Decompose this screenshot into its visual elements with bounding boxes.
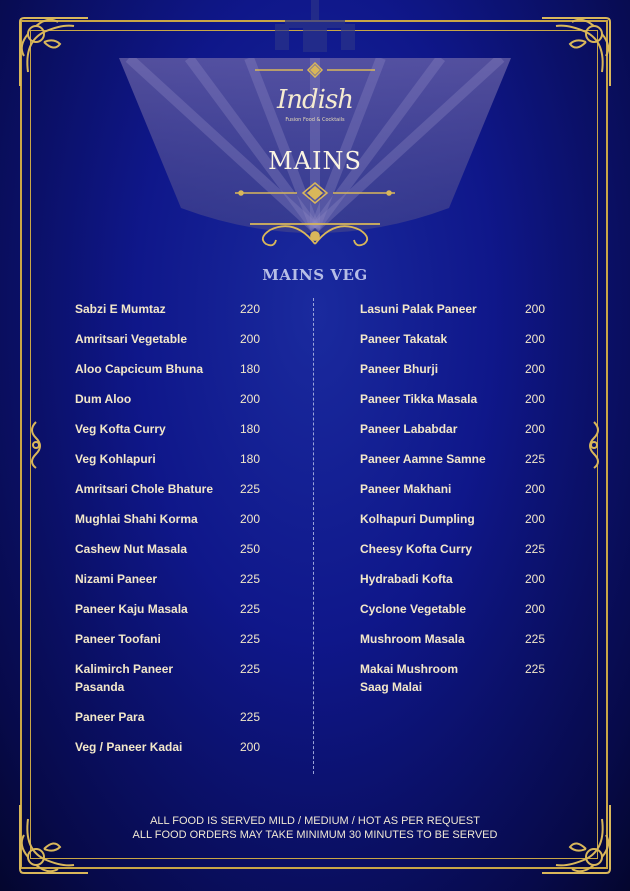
item-price: 200 (525, 482, 546, 496)
footer-line-2: ALL FOOD ORDERS MAY TAKE MINIMUM 30 MINUTES TO BE SERVED (132, 829, 498, 841)
item-price: 180 (240, 452, 261, 466)
item-name: Paneer Lababdar (360, 422, 458, 436)
item-name: Amritsari Chole Bhature (75, 482, 214, 496)
item-name: Dum Aloo (75, 392, 132, 406)
menu-item (75, 630, 275, 660)
item-price: 225 (240, 662, 261, 676)
item-price: 250 (240, 542, 261, 556)
menu-item (360, 300, 560, 330)
item-price: 200 (525, 512, 546, 526)
item-price: 180 (240, 362, 261, 376)
side-scroll-ornament-icon (26, 420, 46, 470)
menu-item (75, 480, 275, 510)
diamond-ornament-icon (255, 62, 375, 78)
menu-item (75, 390, 275, 420)
item-name: Sabzi E Mumtaz (75, 302, 166, 316)
item-name: Kolhapuri Dumpling (360, 512, 475, 526)
menu-item (360, 600, 560, 630)
item-price: 200 (240, 740, 261, 754)
logo-wordmark: Indish (276, 85, 354, 115)
item-name: Veg Kofta Curry (75, 422, 166, 436)
menu-item (360, 510, 560, 540)
item-price: 200 (240, 512, 261, 526)
menu-item (75, 660, 275, 708)
item-price: 200 (525, 332, 546, 346)
item-name: Paneer Aamne Samne (360, 452, 486, 466)
item-price: 225 (240, 572, 261, 586)
item-name: Cheesy Kofta Curry (360, 542, 473, 556)
diamond-ornament-icon (235, 182, 395, 204)
item-name: Veg Kohlapuri (75, 452, 156, 466)
menu-item (360, 660, 560, 708)
menu-item (360, 420, 560, 450)
item-name: Cyclone Vegetable (360, 602, 467, 616)
menu-item (75, 300, 275, 330)
item-name: Mughlai Shahi Korma (75, 512, 198, 526)
footer-notice (0, 814, 630, 842)
item-name: Paneer Takatak (360, 332, 448, 346)
item-price: 225 (525, 542, 546, 556)
menu-item (75, 600, 275, 630)
menu-item (360, 630, 560, 660)
section-heading: MAINS VEG (262, 266, 368, 284)
brand-logo (270, 85, 360, 123)
menu-item (360, 390, 560, 420)
item-price: 200 (525, 572, 546, 586)
item-name: Aloo Capcicum Bhuna (75, 362, 204, 376)
item-name: Kalimirch Paneer Pasanda (75, 662, 174, 694)
column-divider (313, 298, 314, 774)
item-name: Paneer Para (75, 710, 145, 724)
item-name: Paneer Kaju Masala (75, 602, 188, 616)
item-price: 200 (525, 602, 546, 616)
menu-item (75, 330, 275, 360)
menu-item (75, 510, 275, 540)
item-price: 225 (525, 632, 546, 646)
item-name: Hydrabadi Kofta (360, 572, 453, 586)
item-price: 225 (240, 602, 261, 616)
item-name: Makai Mushroom Saag Malai (360, 662, 459, 694)
item-price: 200 (525, 392, 546, 406)
ornate-corner-icon (14, 12, 94, 92)
page-title: MAINS (268, 147, 362, 175)
side-scroll-ornament-icon (584, 420, 604, 470)
item-price: 220 (240, 302, 261, 316)
item-price: 225 (240, 710, 261, 724)
menu-item (75, 708, 275, 738)
item-name: Paneer Bhurji (360, 362, 439, 376)
menu-item (75, 570, 275, 600)
menu-item (75, 360, 275, 390)
item-price: 200 (240, 392, 261, 406)
ornate-corner-icon (536, 12, 616, 92)
item-name: Paneer Makhani (360, 482, 452, 496)
scroll-ornament-icon (240, 214, 390, 250)
menu-item (75, 540, 275, 570)
menu-item (360, 360, 560, 390)
item-name: Nizami Paneer (75, 572, 158, 586)
item-name: Amritsari Vegetable (75, 332, 188, 346)
menu-item (360, 480, 560, 510)
item-price: 180 (240, 422, 261, 436)
item-price: 200 (525, 362, 546, 376)
menu-item (360, 540, 560, 570)
item-name: Paneer Tikka Masala (360, 392, 478, 406)
menu-column-right (360, 300, 560, 708)
item-price: 200 (240, 332, 261, 346)
menu-item (360, 330, 560, 360)
item-name: Lasuni Palak Paneer (360, 302, 477, 316)
item-name: Paneer Toofani (75, 632, 161, 646)
item-price: 225 (240, 482, 261, 496)
logo-tagline: Fusion Food & Cocktails (285, 117, 345, 123)
item-price: 200 (525, 302, 546, 316)
item-price: 225 (525, 662, 546, 676)
item-price: 225 (240, 632, 261, 646)
item-name: Veg / Paneer Kadai (75, 740, 183, 754)
item-price: 225 (525, 452, 546, 466)
menu-item (360, 450, 560, 480)
footer-line-1: ALL FOOD IS SERVED MILD / MEDIUM / HOT AS PER REQUEST (150, 815, 480, 827)
chandelier-icon (265, 0, 365, 60)
menu-item (360, 570, 560, 600)
menu-column-left (75, 300, 275, 768)
item-price: 200 (525, 422, 546, 436)
item-name: Mushroom Masala (360, 632, 465, 646)
item-name: Cashew Nut Masala (75, 542, 188, 556)
menu-item (75, 738, 275, 768)
menu-item (75, 420, 275, 450)
menu-item (75, 450, 275, 480)
